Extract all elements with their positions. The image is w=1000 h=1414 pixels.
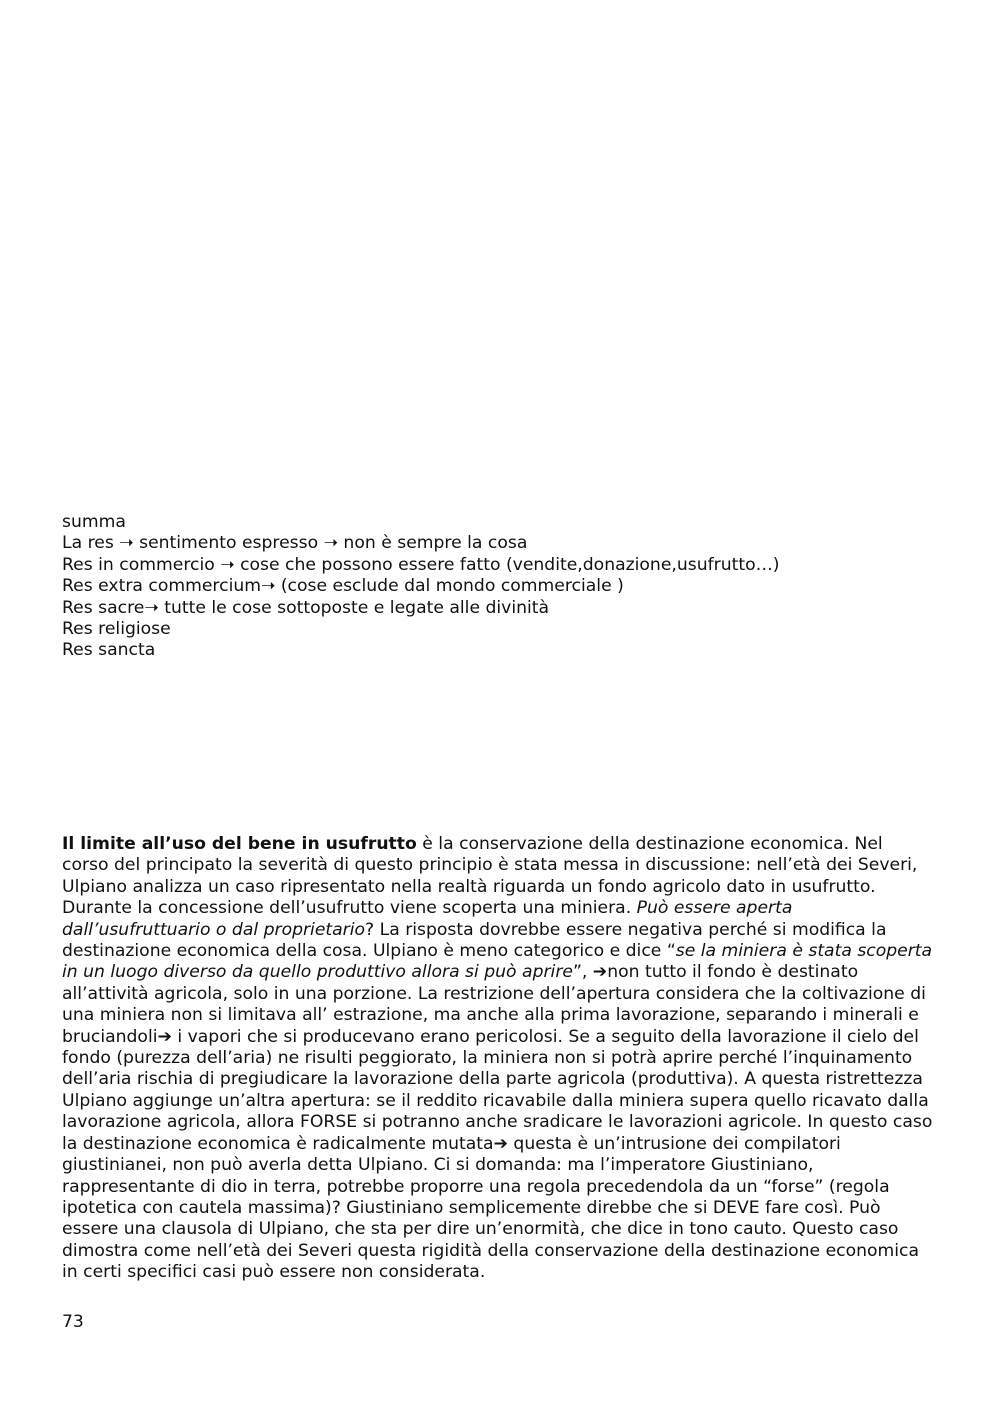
list-item: Res sacre➝ tutte le cose sottoposte e legate alle divinità (62, 597, 550, 618)
paragraph-italic-quote: se la miniera è stata scoperta in un luogo diverso da quello produttivo allora si può aprire (62, 941, 933, 983)
list-item: La res ➝ sentimento espresso ➝ non è sempre la cosa (62, 533, 528, 554)
list-item: Res extra commercium➝ (cose esclude dal mondo commerciale ) (62, 576, 624, 597)
usufruct-paragraph (62, 834, 934, 1284)
paragraph-heading: Il limite all’uso del bene in usufrutto (62, 834, 417, 854)
paragraph-text: è la conservazione della destinazione economica. Nel corso del principato la severità di questo principio è stata messa in discussione: nell’età dei Severi, Ulpiano analizza un caso ripresentato nella realtà riguarda un fondo agricolo dato in usufrutto. Durante la concessione dell’usufrutto viene scoperta una miniera. (62, 834, 918, 919)
res-classification-list (62, 512, 942, 662)
list-item: Res religiose (62, 619, 171, 640)
list-item: Res in commercio ➝ cose che possono essere fatto (vendite,donazione,usufrutto…) (62, 554, 780, 575)
paragraph-text: ”, ➔non tutto il fondo è destinato all’attività agricola, solo in una porzione. La restrizione dell’apertura considera che la coltivazione di una miniera non si limitava all’ estrazione, ma anche alla prima lavorazione, separando i minerali e bruciandoli➔ i vapori che si producevano erano pericolosi. Se a seguito della lavorazione il cielo del fondo (purezza dell’aria) ne risulti peggiorato, la miniera non si potrà aprire perché l’inquinamento dell’aria rischia di pregiudicare la lavorazione della parte agricola (produttiva). A questa ristrettezza Ulpiano aggiunge un’altra apertura: se il reddito ricavabile dalla miniera supera quello ricavato dalla lavorazione agricola, allora FORSE si potranno anche sradicare le lavorazioni agricole. In questo caso la destinazione economica è radicalmente mutata➔ questa è un’intrusione dei compilatori giustinianei, non può averla detta Ulpiano. Ci si domanda: ma l’imperatore Giustiniano, rappresentante di dio in terra, potrebbe proporre una regola precedendola da un “forse” (regola ipotetica con cautela massima)? Giustiniano semplicemente direbbe che si DEVE fare così. Può essere una clausola di Ulpiano, che sta per dire un’enormità, che dice in tono cauto. Questo caso dimostra come nell’età dei Severi questa rigidità della conservazione della destinazione economica in certi specifici casi può essere non considerata. (62, 962, 933, 1283)
paragraph-text: ? La risposta dovrebbe essere negativa perché si modifica la destinazione economica della cosa. Ulpiano è meno categorico e dice “ (62, 919, 887, 962)
page-number: 73 (62, 1312, 84, 1332)
list-item: Res sancta (62, 640, 156, 661)
list-item: summa (62, 512, 126, 532)
paragraph-italic-question: Può essere aperta dall’usufruttuario o dal proprietario (62, 898, 793, 940)
